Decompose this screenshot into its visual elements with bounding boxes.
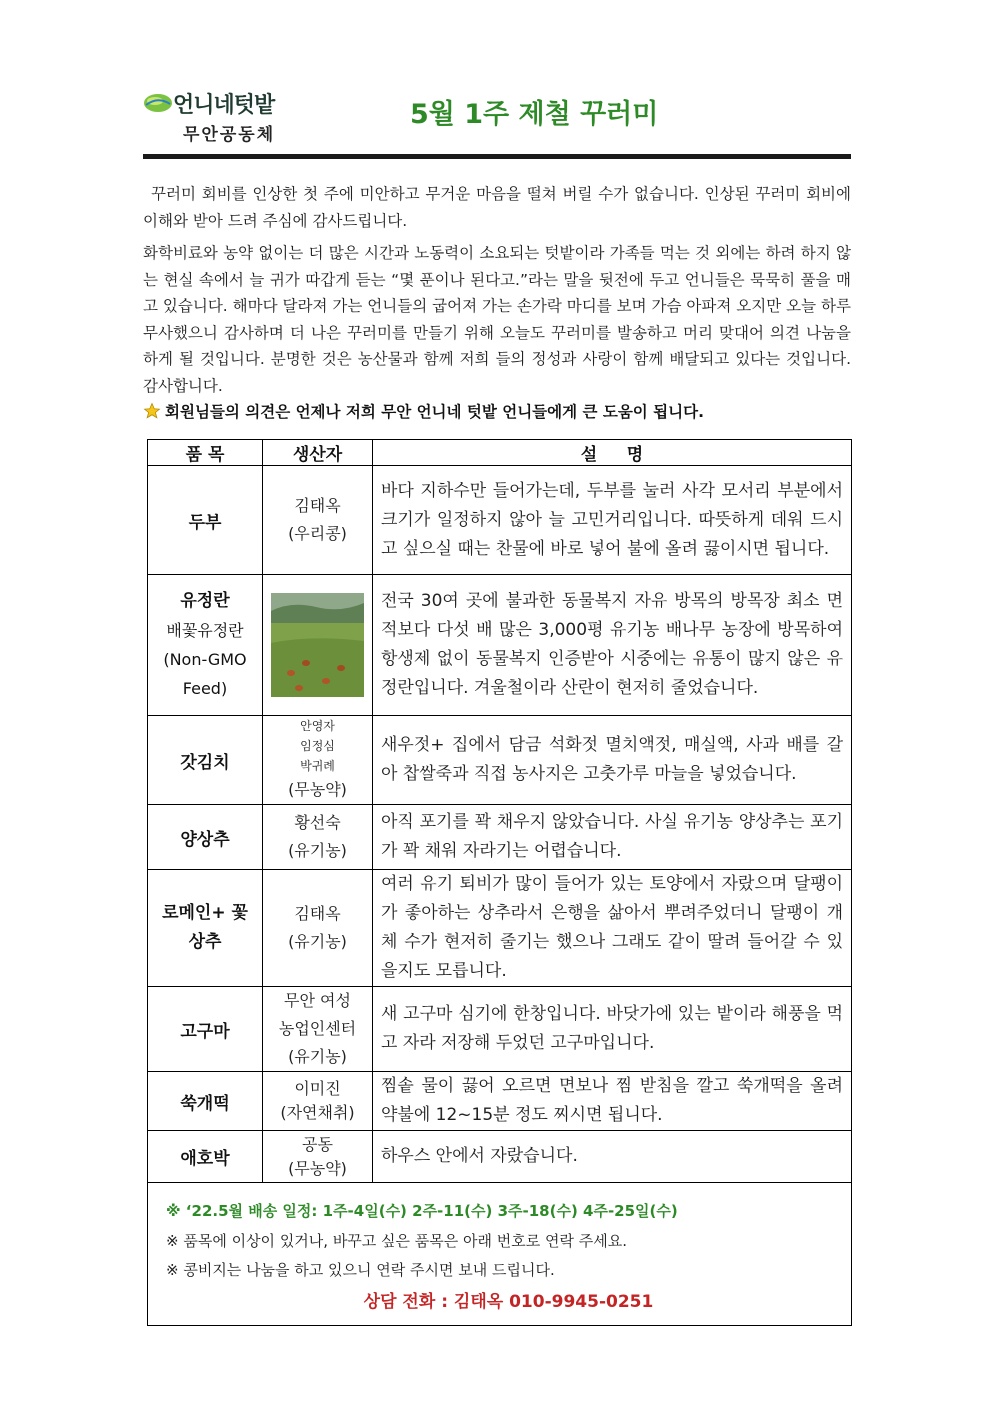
item-name: 애호박	[148, 1131, 263, 1183]
producer-name: 이미진	[294, 1079, 341, 1098]
star-icon	[143, 402, 161, 420]
logo-sub-text: 무안공동체	[183, 125, 276, 145]
item-description: 새 고구마 심기에 한창입니다. 바닷가에 있는 밭이라 해풍을 먹고 자라 저장해 두었던 고구마입니다.	[373, 987, 852, 1072]
producer-cell	[263, 575, 373, 716]
producer-note: (유기농)	[288, 932, 347, 951]
producer-cell	[263, 805, 373, 870]
member-feedback-note	[143, 400, 851, 422]
table-header-row	[148, 440, 852, 466]
item-cell	[148, 575, 263, 716]
member-feedback-text: 회원님들의 의견은 언제나 저희 무안 언니네 텃밭 언니들에게 큰 도움이 됩니다.	[165, 403, 704, 421]
table-row	[148, 987, 852, 1072]
item-name: 쑥개떡	[148, 1072, 263, 1131]
producer-note: (유기농)	[288, 1047, 347, 1066]
item-name: 로메인+ 꽃상추	[148, 870, 263, 987]
product-table	[147, 439, 852, 1326]
delivery-schedule: ※ ‘22.5월 배송 일정: 1주-4일(수) 2주-11(수) 3주-18(수) 4주-25일(수)	[166, 1202, 678, 1220]
logo-main-text: 언니네텃밭	[173, 93, 275, 118]
producer-note: (무농약)	[288, 780, 347, 799]
consult-phone: 상담 전화 : 김태옥 010-9945-0251	[363, 1291, 654, 1312]
table-row	[148, 870, 852, 987]
table-row	[148, 575, 852, 716]
header-producer: 생산자	[263, 440, 373, 466]
item-description: 여러 유기 퇴비가 많이 들어가 있는 토양에서 자랐으며 달팽이가 좋아하는 상추라서 은행을 삶아서 뿌려주었더니 달팽이 개체 수가 현저히 줄기는 했으나 그래도 같이 딸려 들어갈 수 있을지도 모릅니다.	[373, 870, 852, 987]
producer-name: 황선숙	[294, 813, 341, 832]
table-row	[148, 805, 852, 870]
logo	[143, 88, 303, 148]
producer-cell	[263, 870, 373, 987]
item-sub-2: (Non-GMO	[163, 650, 247, 669]
item-name: 고구마	[148, 987, 263, 1072]
table-row	[148, 1131, 852, 1183]
title-divider	[143, 154, 851, 159]
table-row	[148, 1072, 852, 1131]
contact-note: ※ 품목에 이상이 있거나, 바꾸고 싶은 품목은 아래 번호로 연락 주세요.	[166, 1231, 628, 1250]
table-row	[148, 466, 852, 575]
okara-note: ※ 콩비지는 나눔을 하고 있으니 연락 주시면 보내 드립니다.	[166, 1261, 555, 1279]
producer-cell	[263, 716, 373, 805]
header-description: 설 명	[373, 440, 852, 466]
page-title: 5월 1주 제철 꾸러미	[410, 99, 659, 130]
header-item: 품 목	[148, 440, 263, 466]
item-name: 두부	[148, 466, 263, 575]
producer-name: 농업인센터	[278, 1019, 357, 1038]
item-description: 찜솥 물이 끓어 오르면 면보나 찜 받침을 깔고 쑥개떡을 올려 약불에 12~15분 정도 찌시면 됩니다.	[373, 1072, 852, 1131]
item-description: 하우스 안에서 자랐습니다.	[373, 1131, 852, 1183]
free-range-chicken-photo	[271, 593, 364, 697]
producer-name: 박귀례	[300, 759, 335, 773]
producer-note: (무농약)	[288, 1158, 347, 1178]
item-sub-1: 배꽃유정란	[166, 621, 244, 640]
producer-cell	[263, 466, 373, 575]
item-description: 아직 포기를 꽉 채우지 않았습니다. 사실 유기농 양상추는 포기가 꽉 채워 자라기는 어렵습니다.	[373, 805, 852, 870]
producer-note: (우리콩)	[288, 524, 347, 543]
intro-paragraph-2: 화학비료와 농약 없이는 더 많은 시간과 노동력이 소요되는 텃밭이라 가족들 먹는 것 외에는 하려 하지 않는 현실 속에서 늘 귀가 따갑게 듣는 “몇 푼이나 된다고.”라는 말을 뒷전에 두고 언니들은 묵묵히 풀을 매고 있습니다. 해마다 달라져 가는 언니들의 굽어져 가는 손가락 마디를 보며 가슴 아파져 오지만 오늘 하루 무사했으니 감사하며 더 나은 꾸러미를 만들기 위해 오늘도 꾸러미를 발송하고 머리 맞대어 의견 나눔을 하게 될 것입니다. 분명한 것은 농산물과 함께 저희 들의 정성과 사랑이 함께 배달되고 있다는 것입니다. 감사합니다.	[143, 244, 851, 395]
item-description: 바다 지하수만 들어가는데, 두부를 눌러 사각 모서리 부분에서 크기가 일정하지 않아 늘 고민거리입니다. 따뜻하게 데워 드시고 싶으실 때는 찬물에 바로 넣어 불에 올려 끓이시면 됩니다.	[373, 466, 852, 575]
producer-cell	[263, 987, 373, 1072]
producer-cell	[263, 1131, 373, 1183]
producer-cell	[263, 1072, 373, 1131]
producer-name: 김태옥	[294, 496, 341, 515]
delivery-info	[148, 1183, 852, 1326]
item-name: 갓김치	[148, 716, 263, 805]
item-name: 양상추	[148, 805, 263, 870]
producer-name: 공동	[302, 1134, 333, 1154]
producer-name: 무안 여성	[284, 991, 351, 1010]
item-description: 전국 30여 곳에 불과한 동물복지 자유 방목의 방목장 최소 면적보다 다섯 배 많은 3,000평 유기농 배나무 농장에 방목하여 항생제 없이 동물복지 인증받아 시중에는 유통이 많지 않은 유정란입니다. 겨울철이라 산란이 현저히 줄었습니다.	[373, 575, 852, 716]
intro-paragraph-1: 꾸러미 회비를 인상한 첫 주에 미안하고 무거운 마음을 떨쳐 버릴 수가 없습니다. 인상된 꾸러미 회비에 이해와 받아 드려 주심에 감사드립니다.	[143, 185, 851, 230]
item-sub-3: Feed)	[182, 679, 228, 698]
leaf-icon	[143, 92, 173, 114]
table-footer-row	[148, 1183, 852, 1326]
producer-note: (유기농)	[288, 841, 347, 860]
producer-name: 안영자	[300, 719, 335, 733]
table-row	[148, 716, 852, 805]
producer-name: 김태옥	[294, 904, 341, 923]
producer-name: 임정심	[300, 739, 335, 753]
item-name: 유정란	[180, 591, 230, 611]
producer-note: (자연채취)	[280, 1103, 355, 1122]
item-description: 새우젓+ 집에서 담금 석화젓 멸치액젓, 매실액, 사과 배를 갈아 찹쌀죽과 직접 농사지은 고춧가루 마늘을 넣었습니다.	[373, 716, 852, 805]
